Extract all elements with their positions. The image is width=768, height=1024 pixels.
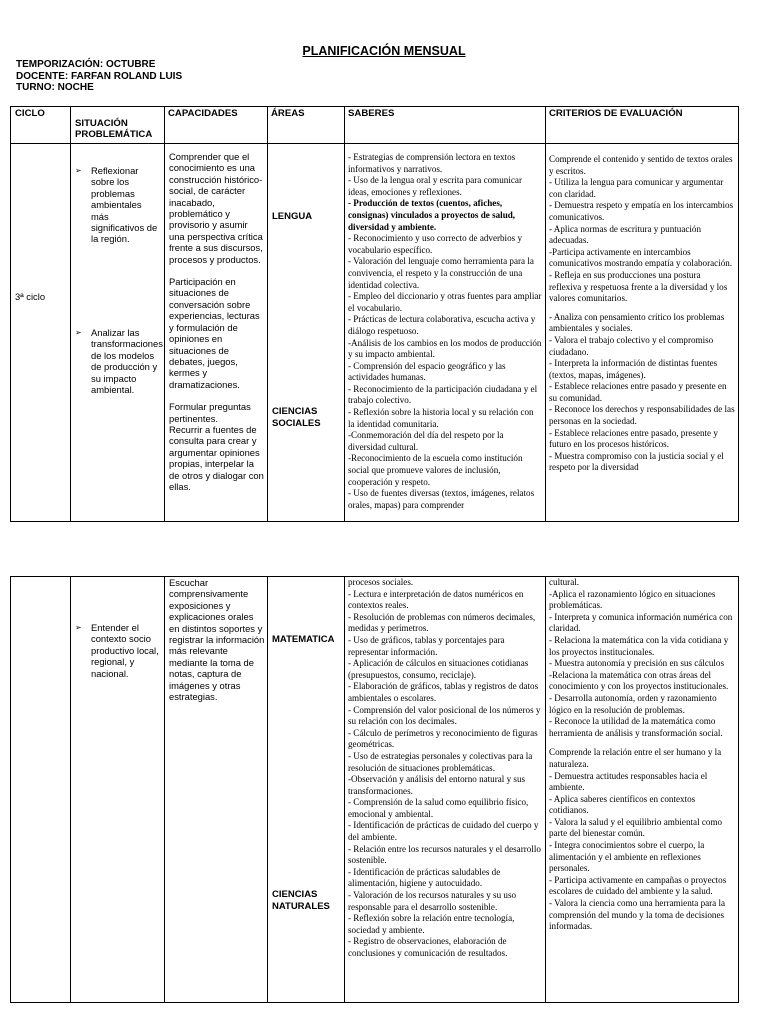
criterio-item: - Aplica normas de escritura y puntuación adecuadas.	[549, 223, 702, 246]
saberes-cell	[345, 144, 546, 522]
saber-item: - Empleo del diccionario y otras fuentes para ampliar el vocabulario.	[348, 291, 542, 313]
saber-item: - Uso de la lengua oral y escrita para comunicar ideas, emociones y reflexiones.	[348, 175, 522, 197]
saberes-cell	[345, 577, 546, 1003]
criterio-item: Comprende el contenido y sentido de textos orales y escritos.	[549, 154, 733, 176]
criterio-item: - Aplica saberes científicos en contextos cotidianos.	[549, 793, 696, 816]
saber-item: -Observación y análisis del entorno natural y sus transformaciones.	[348, 774, 526, 796]
criterio-item: - Establece relaciones entre pasado y presente en su comunidad.	[549, 381, 727, 403]
header-capacidades: CAPACIDADES	[165, 107, 268, 144]
area-ciencias-naturales: CIENCIAS NATURALES	[272, 889, 330, 912]
planning-table-page-1	[10, 106, 739, 522]
ciclo-value: 3ª ciclo	[15, 291, 46, 302]
criterio-item: - Utiliza la lengua para comunicar y argumentar con claridad.	[549, 177, 724, 199]
saber-item: - Uso de estrategias personales y colectivas para la resolución de situaciones problemáticas.	[348, 750, 533, 773]
arrow-bullet-icon: ➢	[75, 166, 82, 175]
saber-item: - Valoración de los recursos naturales y su uso responsable para el desarrollo sostenible.	[348, 890, 517, 912]
area-ciencias-sociales: CIENCIAS SOCIALES	[272, 406, 321, 429]
saber-item: - Uso de gráficos, tablas y porcentajes para representar información.	[348, 634, 505, 657]
saber-item: - Aplicación de cálculos en situaciones cotidianas (presupuestos, consumo, reciclaje).	[348, 658, 529, 680]
header-saberes: SABERES	[345, 107, 546, 144]
criterio-item: cultural.	[549, 577, 580, 587]
situacion-cell	[71, 577, 165, 1003]
criterio-item: -Aplica el razonamiento lógico en situaciones problemáticas.	[549, 588, 716, 611]
capacidad-text: Comprender que el conocimiento es una construcción histórico-social, de carácter inacabado, problemático y provisorio y asumir una perspectiva crítica frente a sus discursos, procesos y productos.	[169, 151, 263, 265]
capacidad-text: Participación en situaciones de conversación sobre experiencias, lecturas y formulación de opiniones en situaciones de debates, juegos, kermes y dramatizaciones.	[169, 276, 260, 390]
saber-item: - Relación entre los recursos naturales y el desarrollo sostenible.	[348, 843, 541, 866]
area-lengua: LENGUA	[272, 211, 313, 222]
criterio-item: - Muestra compromiso con la justicia social y el respeto por la diversidad	[549, 450, 724, 473]
situacion-cell	[71, 144, 165, 522]
saber-item: - Comprensión de la salud como equilibrio físico, emocional y ambiental.	[348, 797, 529, 819]
header-areas: ÁREAS	[268, 107, 345, 144]
page-title: PLANIFICACIÓN MENSUAL	[302, 44, 466, 58]
saber-item: -Reconocimiento de la escuela como institución social que promueve valores de inclusión, cooperación y respeto.	[348, 453, 523, 487]
criterio-item: -Participa activamente en intercambios comunicativos mostrando empatía y colaboración.	[549, 246, 733, 269]
criterio-item: - Demuestra actitudes responsables hacia el ambiente.	[549, 770, 708, 793]
criterio-item: - Muestra autonomía y precisión en sus cálculos	[549, 658, 725, 669]
docente-label: DOCENTE: FARFAN ROLAND LUIS	[16, 70, 183, 82]
criterios-cell	[546, 144, 739, 522]
saber-item: - Uso de fuentes diversas (textos, imágenes, relatos orales, mapas) para comprender	[348, 488, 535, 510]
header-situacion: SITUACIÓN PROBLEMÁTICA	[71, 107, 165, 144]
criterio-item: Comprende la relación entre el ser humano y la naturaleza.	[549, 747, 722, 769]
capacidad-text: Formular preguntas pertinentes.	[169, 401, 251, 424]
saber-item: - Resolución de problemas con números decimales, medidas y perímetros.	[348, 611, 536, 634]
header-ciclo: CICLO	[11, 107, 71, 144]
saber-item: - Lectura e interpretación de datos numéricos en contextos reales.	[348, 588, 524, 611]
areas-cell	[268, 144, 345, 522]
criterio-item: - Reconoce los derechos y responsabilidades de las personas en la sociedad.	[549, 404, 735, 427]
saber-item: procesos sociales.	[348, 577, 414, 587]
ciclo-cell	[11, 577, 71, 1003]
saber-item: - Cálculo de perímetros y reconocimiento de figuras geométricas.	[348, 727, 538, 750]
arrow-bullet-icon: ➢	[75, 328, 82, 337]
saber-item: - Registro de observaciones, elaboración de conclusiones y comunicación de resultados.	[348, 936, 508, 958]
planning-table-page-2	[10, 576, 739, 1003]
saber-item: -Conmemoración del día del respeto por la diversidad cultural.	[348, 430, 504, 452]
criterio-item: -Relaciona la matemática con otras áreas del conocimiento y con los proyectos institucionales.	[549, 669, 729, 692]
saber-item: - Reconocimiento y uso correcto de adverbios y vocabulario específico.	[348, 233, 522, 255]
saber-item: - Comprensión del espacio geográfico y las actividades humanas.	[348, 360, 506, 383]
saber-item: - Elaboración de gráficos, tablas y registros de datos ambientales o escolares.	[348, 681, 539, 703]
header-criterios: CRITERIOS DE EVALUACIÓN	[546, 107, 739, 144]
criterio-item: - Valora la salud y el equilibrio ambiental como parte del bienestar común.	[549, 816, 723, 839]
criterio-item: - Interpreta y comunica información numérica con claridad.	[549, 611, 733, 634]
criterio-item: - Valora el trabajo colectivo y el compromiso ciudadano.	[549, 334, 714, 357]
saber-item: - Valoración del lenguaje como herramienta para la convivencia, el respeto y la construcción de una identidad colectiva.	[348, 256, 534, 290]
saber-item: -Análisis de los cambios en los modos de producción y su impacto ambiental.	[348, 337, 542, 360]
turno-label: TURNO: NOCHE	[16, 82, 94, 93]
capacidad-text: Escuchar comprensivamente exposiciones y explicaciones orales en distintos soportes y registrar la información más relevante mediante la toma de notas, captura de imágenes y otras estrategias.	[169, 577, 265, 703]
areas-cell	[268, 577, 345, 1003]
saber-item: - Estrategias de comprensión lectora en textos informativos y narrativos.	[348, 152, 516, 174]
saber-item: - Identificación de prácticas saludables de alimentación, higiene y autocuidado.	[348, 866, 501, 889]
capacidades-cell	[165, 577, 268, 1003]
capacidades-cell	[165, 144, 268, 522]
situacion-item: ➢ Analizar las transformaciones de los modelos de producción y su impacto ambiental.	[75, 327, 163, 396]
criterio-item: - Refleja en sus producciones una postura reflexiva y respetuosa frente a la diversidad y los valores comunitarios.	[549, 269, 728, 304]
ciclo-cell	[11, 144, 71, 522]
document-header	[16, 59, 182, 94]
criterio-item: - Analiza con pensamiento crítico los problemas ambientales y sociales.	[549, 311, 725, 334]
criterio-item: - Integra conocimientos sobre el cuerpo, la alimentación y el ambiente en reflexiones personales.	[549, 840, 705, 874]
capacidad-text: Recurrir a fuentes de consulta para crear y argumentar opiniones propias, interpelar la de otros y dialogar con ellas.	[169, 423, 264, 492]
situacion-item: ➢ Entender el contexto socio productivo local, regional, y nacional.	[75, 622, 159, 679]
saber-item: - Reconocimiento de la participación ciudadana y el trabajo colectivo.	[348, 383, 538, 406]
temporizacion-label: TEMPORIZACIÓN: OCTUBRE	[16, 59, 156, 70]
area-matematica: MATEMATICA	[272, 634, 335, 645]
criterio-item: - Relaciona la matemática con la vida cotidiana y los proyectos institucionales.	[549, 634, 729, 657]
criterio-item: - Participa activamente en campañas o proyectos escolares de cuidado del ambiente y la salud.	[549, 874, 727, 897]
arrow-bullet-icon: ➢	[75, 623, 82, 632]
criterio-item: - Desarrolla autonomía, orden y razonamiento lógico en la resolución de problemas.	[549, 692, 717, 715]
saber-item: - Reflexión sobre la historia local y su relación con la identidad comunitaria.	[348, 407, 534, 429]
criterio-item: - Interpreta la información de distintas fuentes (textos, mapas, imágenes).	[549, 358, 718, 380]
saber-item: - Identificación de prácticas de cuidado del cuerpo y del ambiente.	[348, 820, 539, 843]
saber-item: - Reflexión sobre la relación entre tecnología, sociedad y ambiente.	[348, 913, 515, 935]
criterio-item: - Valora la ciencia como una herramienta para la comprensión del mundo y la toma de decisiones informadas.	[549, 898, 726, 932]
criterio-item: - Establece relaciones entre pasado, presente y futuro en los procesos históricos.	[549, 427, 718, 450]
saber-item: - Producción de textos (cuentos, afiches, consignas) vinculados a proyectos de salud, diversidad y ambiente.	[348, 198, 516, 232]
saber-item: - Prácticas de lectura colaborativa, escucha activa y diálogo respetuoso.	[348, 314, 536, 336]
situacion-item: ➢ Reflexionar sobre los problemas ambientales más significativos de la región.	[75, 165, 158, 245]
criterio-item: - Reconoce la utilidad de la matemática como herramienta de análisis y transformación social.	[549, 716, 723, 738]
saber-item: - Comprensión del valor posicional de los números y su relación con los decimales.	[348, 704, 541, 727]
criterios-cell	[546, 577, 739, 1003]
criterio-item: - Demuestra respeto y empatía en los intercambios comunicativos.	[549, 200, 734, 222]
